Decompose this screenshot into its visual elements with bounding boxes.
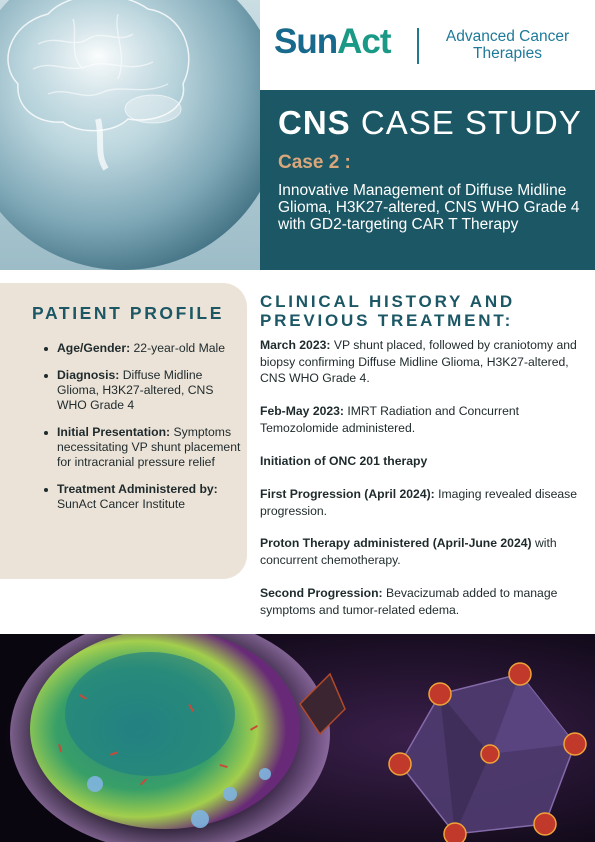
profile-item xyxy=(36,341,241,356)
profile-item-value: Diffuse Midline Glioma, H3K27-altered, CNS WHO Grade 4 xyxy=(57,368,214,412)
history-entry xyxy=(260,403,585,436)
history-entry-text: IMRT Radiation and Concurrent Temozolomide administered. xyxy=(260,404,520,435)
title-bold: CNS xyxy=(278,104,351,141)
history-entry-label: Proton Therapy administered (April-June 2024) xyxy=(260,536,532,550)
history-entry-text: Imaging revealed disease progression. xyxy=(260,487,578,518)
history-entry-text: VP shunt placed, followed by craniotomy and biopsy confirming Diffuse Midline Glioma, H3K27-altered, CNS WHO Grade 4. xyxy=(260,338,577,385)
tagline-line-1: Advanced Cancer xyxy=(445,28,570,45)
case-description: Innovative Management of Diffuse Midline Glioma, H3K27-altered, CNS WHO Grade 4 with GD2-targeting CAR T Therapy xyxy=(278,182,580,233)
cell-illustration-icon xyxy=(0,634,595,842)
page-title xyxy=(278,104,582,142)
history-entry xyxy=(260,453,585,470)
title-panel xyxy=(260,90,595,270)
logo-divider xyxy=(417,28,419,64)
logo-tagline xyxy=(425,28,590,62)
history-entry xyxy=(260,486,585,519)
brain-icon xyxy=(0,0,210,174)
logo-header xyxy=(260,0,595,90)
logo-sun-text: Sun xyxy=(274,22,338,61)
profile-item xyxy=(36,482,241,512)
tagline-line-2: Therapies xyxy=(473,45,542,62)
logo-act-text: Act xyxy=(337,22,391,61)
car-t-cell-illustration xyxy=(0,634,595,842)
history-entry-text: with concurrent chemotherapy. xyxy=(260,536,557,567)
profile-item xyxy=(36,368,241,413)
history-entry-label: Second Progression: xyxy=(260,586,383,600)
history-entry-label: Feb-May 2023: xyxy=(260,404,344,418)
profile-item-value: 22-year-old Male xyxy=(133,341,225,355)
history-entry xyxy=(260,535,585,568)
profile-item-label: Diagnosis: xyxy=(57,368,120,382)
profile-item xyxy=(36,425,241,470)
profile-item-value: Symptoms necessitating VP shunt placement for intracranial pressure relief xyxy=(57,425,241,469)
history-entry xyxy=(260,337,585,387)
case-label: Case 2 : xyxy=(278,152,351,173)
profile-item-label: Age/Gender: xyxy=(57,341,131,355)
history-entry-text: Bevacizumab added to manage symptoms and tumor-related edema. xyxy=(260,586,558,617)
clinical-history-heading: CLINICAL HISTORY AND PREVIOUS TREATMENT: xyxy=(260,292,515,330)
sunact-logo xyxy=(274,22,391,62)
history-entry-label: Initiation of ONC 201 therapy xyxy=(260,454,428,468)
history-entry-label: First Progression (April 2024): xyxy=(260,487,435,501)
history-entry-label: March 2023: xyxy=(260,338,331,352)
history-entry xyxy=(260,585,585,618)
profile-item-label: Initial Presentation: xyxy=(57,425,171,439)
profile-item-label: Treatment Administered by: xyxy=(57,482,218,496)
patient-profile-list xyxy=(36,341,241,524)
profile-item-value: SunAct Cancer Institute xyxy=(57,497,186,511)
patient-profile-heading: PATIENT PROFILE xyxy=(32,303,224,323)
title-rest: CASE STUDY xyxy=(360,104,582,141)
patient-profile-panel xyxy=(0,283,247,579)
